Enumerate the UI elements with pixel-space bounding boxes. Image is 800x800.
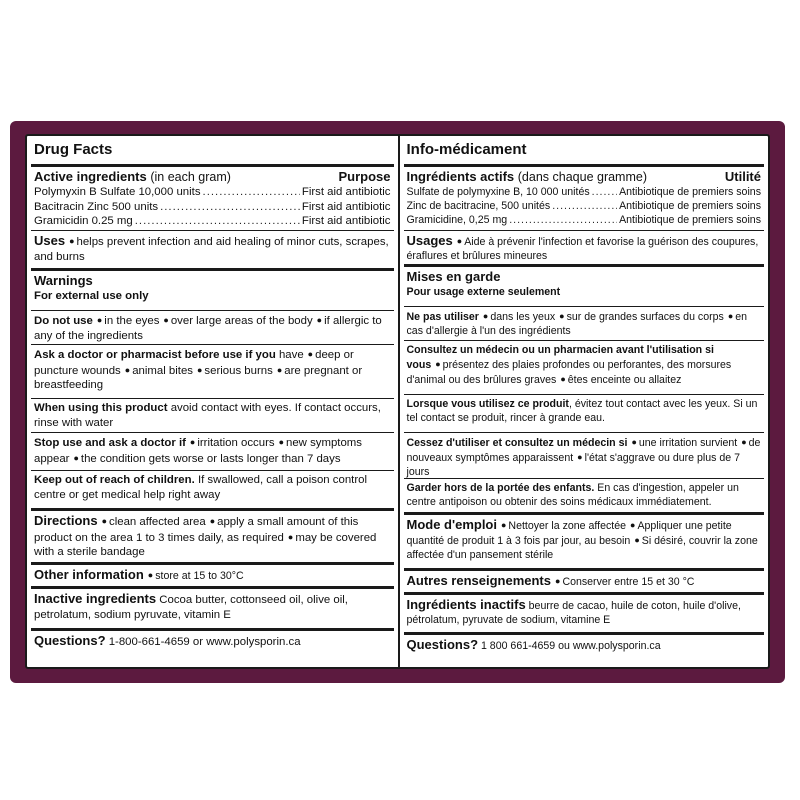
bullet-icon: ●	[209, 516, 216, 526]
consultez-label: Consultez un médecin ou un pharmacien avant l'utilisation si vous	[406, 344, 714, 371]
ne-pas-utiliser-item: en cas d'allergie à l'un des ingrédients	[406, 311, 748, 337]
bullet-icon: ●	[727, 311, 734, 321]
stop-use-section	[31, 433, 394, 471]
ingredient-row	[407, 185, 762, 199]
stop-item: new symptoms appear	[34, 437, 362, 465]
ask-doctor-label: Ask a doctor or pharmacist before use if you	[34, 349, 276, 361]
garder-hors-section	[404, 479, 765, 515]
directions-heading: Directions	[34, 513, 98, 528]
other-info-item: store at 15 to 30°C	[155, 570, 244, 582]
consultez-item: présentez des plaies profondes ou perforantes, des morsures d'animal ou des brûlures graves	[406, 359, 732, 386]
uses-heading: Uses	[34, 233, 66, 248]
ne-pas-utiliser-label: Ne pas utiliser	[406, 311, 479, 323]
drug-facts-title-section	[31, 139, 394, 167]
keep-out-text: If swallowed, call a poison control centre or get medical help right away	[34, 474, 367, 501]
utilite-heading: Utilité	[724, 169, 761, 184]
bullet-icon: ●	[500, 520, 507, 530]
stop-item: the condition gets worse or lasts longer than 7 days	[80, 452, 341, 465]
questions-fr-text: 1 800 661-4659 ou www.polysporin.ca	[480, 640, 661, 652]
autres-renseignements-section	[404, 571, 765, 595]
inactive-heading: Inactive ingredients	[34, 591, 157, 606]
direction-item: clean affected area	[109, 516, 206, 528]
french-column	[398, 136, 769, 667]
purpose-heading: Purpose	[338, 169, 391, 184]
bullet-icon: ●	[278, 437, 285, 447]
bullet-icon: ●	[101, 516, 108, 526]
questions-text: 1-800-661-4659 or www.polysporin.ca	[108, 636, 301, 648]
ingredient-purpose: Antibiotique de premiers soins	[619, 186, 761, 198]
ingredient-row	[34, 200, 391, 215]
bullet-icon: ●	[577, 452, 583, 462]
do-not-use-item: if allergic to any of the ingredients	[34, 315, 382, 342]
bullet-icon: ●	[482, 311, 489, 321]
english-column	[27, 136, 398, 667]
bullet-icon: ●	[124, 364, 131, 375]
bullet-icon: ●	[560, 374, 566, 384]
autres-renseignements-heading: Autres renseignements	[406, 573, 551, 588]
drug-facts-title: Drug Facts	[34, 141, 113, 158]
lorsque-text: , évitez tout contact avec les yeux. Si un tel contact se produit, rincer à grande eau.	[406, 398, 758, 424]
ingredient-purpose: First aid antibiotic	[301, 186, 391, 198]
ingredient-name: Bacitracin Zinc 500 units	[34, 200, 159, 213]
drug-facts-panel	[25, 134, 770, 669]
when-using-section	[31, 399, 394, 433]
garder-hors-label: Garder hors de la portée des enfants.	[406, 482, 595, 494]
bullet-icon: ●	[555, 576, 561, 586]
bullet-icon: ●	[634, 535, 640, 545]
mode-emploi-heading: Mode d'emploi	[406, 517, 497, 532]
external-use-note: For external use only	[34, 290, 149, 302]
ingredient-purpose: Antibiotique de premiers soins	[619, 200, 761, 212]
bullet-icon: ●	[287, 531, 294, 542]
cessez-item: une irritation survient	[638, 437, 738, 449]
bullet-icon: ●	[276, 364, 283, 375]
lorsque-label: Lorsque vous utilisez ce produit	[406, 398, 569, 410]
when-using-text: avoid contact with eyes. If contact occurs, rinse with water	[34, 402, 381, 429]
ask-item: serious burns	[204, 364, 273, 377]
uses-text: helps prevent infection and aid healing of minor cuts, scrapes, and burns	[34, 236, 389, 263]
stop-use-label: Stop use and ask a doctor if	[34, 437, 186, 449]
garder-hors-text: En cas d'ingestion, appeler un centre antipoison ou obtenir des soins médicaux immédiatement.	[406, 482, 739, 508]
bullet-icon: ●	[559, 311, 565, 321]
usage-externe-note: Pour usage externe seulement	[406, 286, 561, 298]
questions-section	[31, 631, 394, 655]
do-not-use-item: over large areas of the body	[170, 315, 313, 327]
mises-en-garde-heading: Mises en garde	[406, 269, 501, 284]
usages-text: Aide à prévenir l'infection et favorise la guérison des coupures, éraflures et brûlures mineures	[406, 236, 759, 262]
ingredient-name: Zinc de bacitracine, 500 unités	[406, 200, 551, 212]
usages-section	[404, 231, 765, 267]
other-info-section	[31, 565, 394, 589]
ingredient-purpose: Antibiotique de premiers soins	[619, 214, 761, 226]
active-ingredients-heading: Active ingredients	[34, 169, 147, 184]
ingredient-name: Polymyxin B Sulfate 10,000 units	[34, 186, 201, 198]
ingredient-name: Sulfate de polymyxine B, 10 000 unités	[406, 186, 590, 198]
direction-item: apply a small amount of this product on the area 1 to 3 times daily, as required	[34, 516, 359, 544]
ingredients-actifs-sub: (dans chaque gramme)	[517, 170, 647, 184]
autres-renseignements-item: Conserver entre 15 et 30 °C	[562, 576, 695, 588]
ingredient-name: Gramicidin 0.25 mg	[34, 215, 133, 228]
ingredient-row	[407, 199, 762, 213]
do-not-use-section	[31, 311, 394, 345]
when-using-label: When using this product	[34, 402, 168, 414]
bullet-icon: ●	[189, 437, 196, 447]
questions-heading: Questions?	[34, 633, 106, 648]
questions-fr-section	[404, 635, 765, 659]
bullet-icon: ●	[196, 364, 203, 375]
ne-pas-utiliser-section	[404, 307, 765, 341]
usages-heading: Usages	[406, 233, 453, 248]
ask-have: have	[278, 349, 304, 361]
bullet-icon: ●	[69, 236, 75, 246]
do-not-use-label: Do not use	[34, 315, 93, 327]
bullet-icon: ●	[456, 236, 463, 246]
ask-item: deep or puncture wounds	[34, 349, 354, 377]
info-medicament-title: Info-médicament	[406, 141, 527, 158]
keep-out-label: Keep out of reach of children.	[34, 474, 195, 486]
cessez-label: Cessez d'utiliser et consultez un médecin si	[406, 437, 628, 449]
inactive-ingredients-section	[31, 589, 394, 631]
bullet-icon: ●	[316, 315, 323, 325]
info-medicament-title-section	[404, 139, 765, 167]
bullet-icon: ●	[147, 570, 154, 580]
bullet-icon: ●	[307, 349, 314, 359]
bullet-icon: ●	[435, 359, 441, 369]
questions-fr-heading: Questions?	[406, 637, 479, 652]
bullet-icon: ●	[741, 437, 747, 447]
cessez-item: l'état s'aggrave ou dure plus de 7 jours	[406, 452, 740, 478]
ingredient-row	[34, 185, 391, 200]
inactive-text: Cocoa butter, cottonseed oil, olive oil, petrolatum, sodium pyruvate, vitamin E	[34, 594, 348, 621]
bullet-icon: ●	[630, 520, 636, 530]
mode-emploi-item: Nettoyer la zone affectée	[508, 520, 627, 532]
ingredient-name: Gramicidine, 0,25 mg	[406, 214, 508, 226]
uses-section	[31, 231, 394, 271]
ingredients-inactifs-heading: Ingrédients inactifs	[406, 597, 526, 612]
mises-en-garde-header-section	[404, 267, 765, 307]
bullet-icon: ●	[73, 452, 79, 463]
warnings-header-section	[31, 271, 394, 311]
stop-item: irritation occurs	[197, 437, 275, 449]
mode-emploi-section	[404, 515, 765, 571]
ask-item: animal bites	[132, 364, 193, 377]
ask-doctor-section	[31, 345, 394, 399]
ne-pas-utiliser-item: dans les yeux	[490, 311, 556, 323]
keep-out-section	[31, 471, 394, 511]
other-info-heading: Other information	[34, 567, 144, 582]
active-ingredients-sub: (in each gram)	[150, 170, 231, 184]
consultez-item: êtes enceinte ou allaitez	[567, 374, 682, 386]
lorsque-section	[404, 395, 765, 433]
ne-pas-utiliser-item: sur de grandes surfaces du corps	[566, 311, 724, 323]
cessez-item: de nouveaux symptômes apparaissent	[406, 437, 761, 464]
ask-item: are pregnant or breastfeeding	[34, 364, 363, 392]
ingredient-row	[407, 213, 762, 227]
ingredients-inactifs-text: beurre de cacao, huile de coton, huile d'olive, pétrolatum, pyruvate de sodium, vitamine E	[406, 600, 741, 626]
ingredient-row	[34, 214, 391, 229]
cessez-section	[404, 433, 765, 479]
direction-item: may be covered with a sterile bandage	[34, 531, 377, 559]
bullet-icon: ●	[163, 315, 169, 325]
ingredients-actifs-header	[407, 169, 762, 185]
consultez-section	[404, 341, 765, 395]
warnings-heading: Warnings	[34, 273, 93, 288]
bullet-icon: ●	[96, 315, 103, 325]
bullet-icon: ●	[631, 437, 637, 447]
active-ingredients-section	[31, 167, 394, 231]
ingredients-inactifs-section	[404, 595, 765, 635]
ingredient-purpose: First aid antibiotic	[301, 200, 391, 213]
ingredients-actifs-heading: Ingrédients actifs	[406, 169, 515, 184]
ingredient-purpose: First aid antibiotic	[301, 215, 391, 228]
ingredients-actifs-section	[404, 167, 765, 231]
mode-emploi-item: Appliquer une petite quantité de produit 1 à 3 fois par jour, au besoin	[406, 520, 732, 547]
do-not-use-item: in the eyes	[104, 315, 160, 327]
mode-emploi-item: Si désiré, couvrir la zone affectée d'un pansement stérile	[406, 535, 758, 561]
directions-section	[31, 511, 394, 565]
active-ingredients-header	[34, 169, 391, 185]
